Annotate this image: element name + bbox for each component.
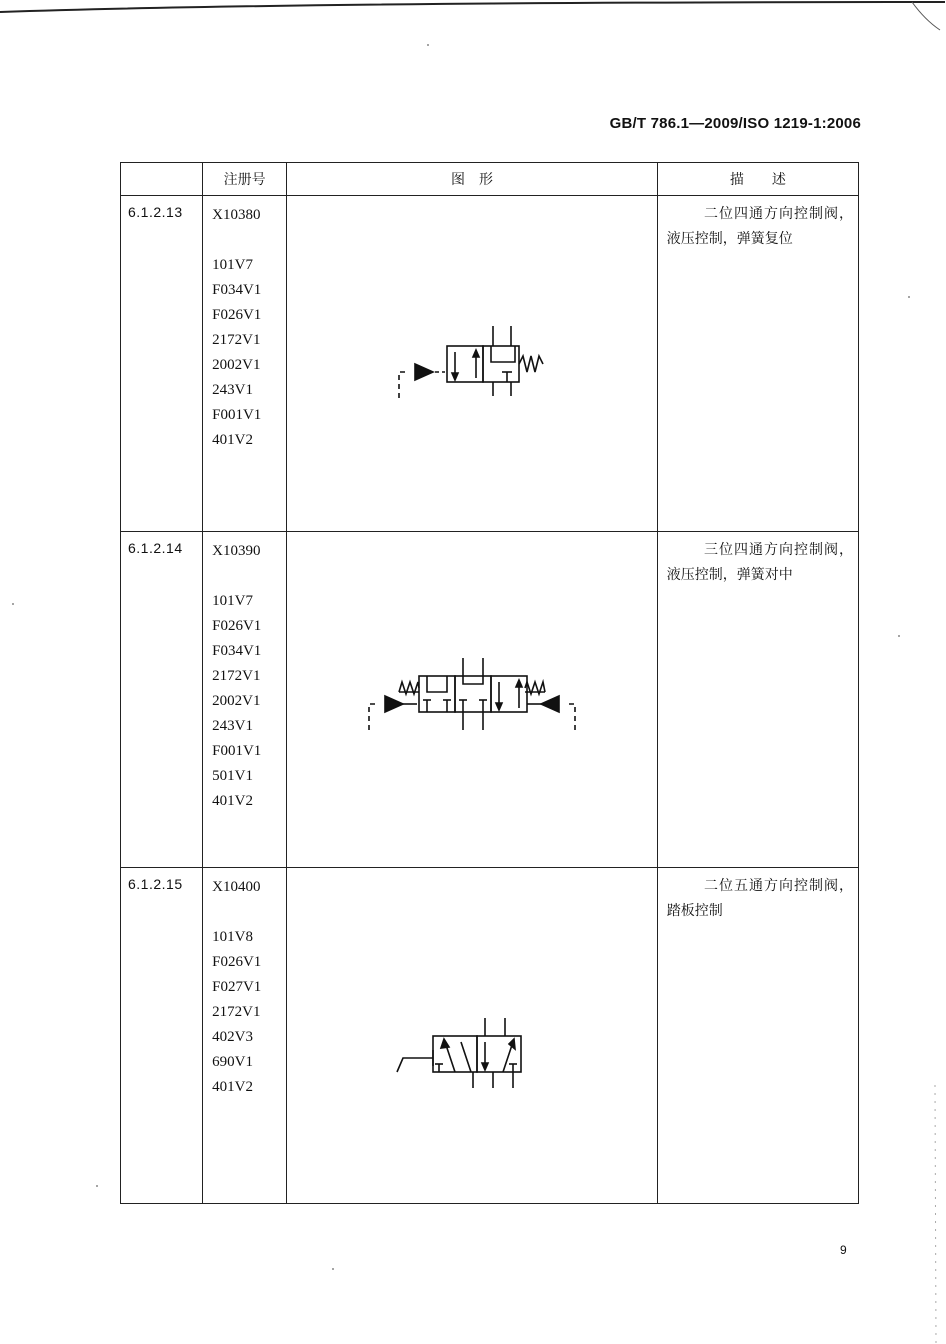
registration-code: F034V1 xyxy=(212,643,262,659)
registration-code: 2172V1 xyxy=(212,332,261,348)
scan-speck xyxy=(12,603,14,605)
scan-speck xyxy=(332,1268,334,1270)
registration-code: 690V1 xyxy=(212,1054,253,1070)
registration-code: 101V7 xyxy=(212,593,253,609)
registration-code: F026V1 xyxy=(212,954,262,970)
registration-code: 401V2 xyxy=(212,432,253,448)
registration-code: X10390 xyxy=(212,543,261,559)
registration-codes xyxy=(203,196,286,453)
valve-symbol-2-position-4-way-hydraulic-spring-return xyxy=(287,196,657,531)
header-cell-registration: 注册号 xyxy=(203,163,287,196)
table-row xyxy=(121,196,859,532)
table-header-row xyxy=(121,163,859,196)
registration-code: F026V1 xyxy=(212,618,262,634)
registration-code: 101V7 xyxy=(212,257,253,273)
section-id: 6.1.2.15 xyxy=(128,876,183,892)
registration-code: X10380 xyxy=(212,207,261,223)
registration-code: 501V1 xyxy=(212,768,253,784)
registration-code: F027V1 xyxy=(212,979,262,995)
registration-code: F026V1 xyxy=(212,307,262,323)
description-line: 二位五通方向控制阀， xyxy=(704,878,854,894)
section-id: 6.1.2.13 xyxy=(128,204,183,220)
registration-code: 243V1 xyxy=(212,718,253,734)
header-cell-id xyxy=(121,163,203,196)
registration-code: 243V1 xyxy=(212,382,253,398)
registration-code: F001V1 xyxy=(212,407,262,423)
header-cell-description: 描 述 xyxy=(657,163,858,196)
description-line: 三位四通方向控制阀， xyxy=(704,542,854,558)
registration-code: 402V3 xyxy=(212,1029,253,1045)
header-cell-figure: 图 形 xyxy=(287,163,658,196)
registration-code: 101V8 xyxy=(212,929,253,945)
registration-code: 2172V1 xyxy=(212,668,261,684)
registration-code: F001V1 xyxy=(212,743,262,759)
section-id: 6.1.2.14 xyxy=(128,540,183,556)
registration-code: 2002V1 xyxy=(212,693,261,709)
description-line: 液压控制，弹簧复位 xyxy=(666,231,793,247)
registration-code: X10400 xyxy=(212,879,261,895)
registration-code: 401V2 xyxy=(212,793,253,809)
table-row xyxy=(121,868,859,1204)
description-line: 踏板控制 xyxy=(666,903,723,919)
description xyxy=(658,532,858,588)
registration-codes xyxy=(203,868,286,1100)
description-line: 二位四通方向控制阀， xyxy=(704,206,854,222)
registration-code: 2172V1 xyxy=(212,1004,261,1020)
description xyxy=(658,196,858,252)
table-row xyxy=(121,532,859,868)
scan-speck xyxy=(96,1185,98,1187)
registration-code: 401V2 xyxy=(212,1079,253,1095)
registration-code: F034V1 xyxy=(212,282,262,298)
page-number: 9 xyxy=(840,1243,847,1257)
valve-symbol-3-position-4-way-hydraulic-spring-centred xyxy=(287,532,657,867)
scan-speck xyxy=(908,296,910,298)
description-line: 液压控制，弹簧对中 xyxy=(666,567,793,583)
symbol-table xyxy=(120,162,859,1204)
description xyxy=(658,868,858,924)
scan-speck xyxy=(427,44,429,46)
registration-codes xyxy=(203,532,286,814)
valve-symbol-2-position-5-way-pedal xyxy=(287,868,657,1203)
scan-speck xyxy=(898,635,900,637)
standard-number-header: GB/T 786.1—2009/ISO 1219-1:2006 xyxy=(609,115,861,132)
registration-code: 2002V1 xyxy=(212,357,261,373)
